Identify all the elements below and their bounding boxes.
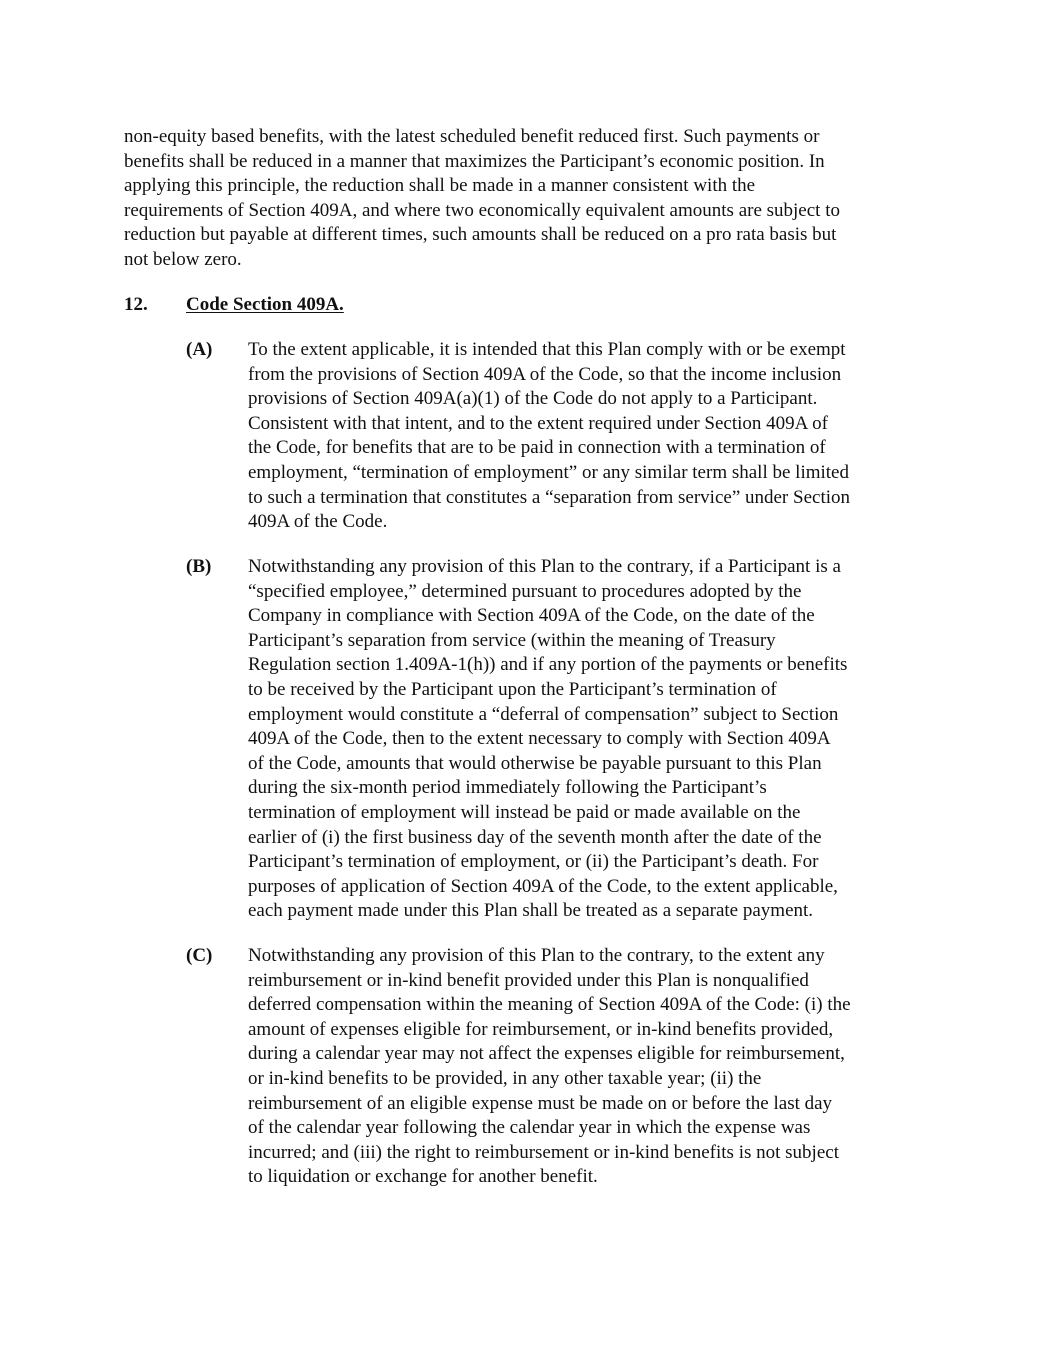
subsection-label-a: (A) bbox=[186, 339, 213, 360]
text-line: earlier of (i) the first business day of the seventh month after the date of the bbox=[248, 826, 822, 848]
text-line: amount of expenses eligible for reimbursement, or in-kind benefits provided, bbox=[248, 1018, 834, 1040]
text-line: employment would constitute a “deferral of compensation” subject to Section bbox=[248, 703, 839, 725]
section-number: 12. bbox=[124, 294, 148, 315]
text-line: applying this principle, the reduction shall be made in a manner consistent with the bbox=[124, 175, 756, 197]
text-line: each payment made under this Plan shall be treated as a separate payment. bbox=[248, 900, 814, 922]
text-line: Notwithstanding any provision of this Plan to the contrary, to the extent any bbox=[248, 945, 825, 966]
text-line: 409A of the Code. bbox=[248, 511, 388, 533]
text-line: Company in compliance with Section 409A of the Code, on the date of the bbox=[248, 605, 815, 627]
text-line: to liquidation or exchange for another benefit. bbox=[248, 1166, 598, 1188]
text-line: Participant’s separation from service (within the meaning of Treasury bbox=[248, 629, 776, 651]
text-line: the Code, for benefits that are to be paid in connection with a termination of bbox=[248, 437, 826, 459]
text-line: benefits shall be reduced in a manner that maximizes the Participant’s economic position. In bbox=[124, 150, 825, 172]
text-line: during a calendar year may not affect the expenses eligible for reimbursement, bbox=[248, 1043, 845, 1065]
text-line: reimbursement or in-kind benefit provided under this Plan is nonqualified bbox=[248, 969, 809, 991]
text-line: of the calendar year following the calendar year in which the expense was bbox=[248, 1117, 811, 1139]
text-line: reduction but payable at different times, such amounts shall be reduced on a pro rata basis but bbox=[124, 224, 837, 246]
subsection-a-text bbox=[248, 338, 928, 535]
text-line: to such a termination that constitutes a “separation from service” under Section bbox=[248, 486, 850, 508]
text-line: termination of employment will instead be paid or made available on the bbox=[248, 801, 801, 823]
text-line: deferred compensation within the meaning of Section 409A of the Code: (i) the bbox=[248, 994, 851, 1016]
text-line: Participant’s termination of employment, or (ii) the Participant’s death. For bbox=[248, 851, 819, 873]
text-line: to be received by the Participant upon the Participant’s termination of bbox=[248, 678, 777, 700]
text-line: Regulation section 1.409A-1(h)) and if any portion of the payments or benefits bbox=[248, 654, 848, 676]
intro-paragraph bbox=[124, 125, 924, 273]
section-title: Code Section 409A. bbox=[186, 294, 344, 315]
text-line: Consistent with that intent, and to the extent required under Section 409A of bbox=[248, 412, 828, 434]
subsection-c-text bbox=[248, 944, 928, 1190]
text-line: from the provisions of Section 409A of the Code, so that the income inclusion bbox=[248, 363, 842, 385]
text-line: not below zero. bbox=[124, 248, 242, 270]
text-line: or in-kind benefits to be provided, in any other taxable year; (ii) the bbox=[248, 1067, 762, 1089]
text-line: during the six-month period immediately following the Participant’s bbox=[248, 777, 767, 799]
text-line: Notwithstanding any provision of this Plan to the contrary, if a Participant is a bbox=[248, 556, 841, 577]
text-line: of the Code, amounts that would otherwise be payable pursuant to this Plan bbox=[248, 752, 822, 774]
text-line: non-equity based benefits, with the latest scheduled benefit reduced first. Such payments or bbox=[124, 126, 820, 147]
text-line: provisions of Section 409A(a)(1) of the Code do not apply to a Participant. bbox=[248, 388, 818, 410]
text-line: employment, “termination of employment” or any similar term shall be limited bbox=[248, 461, 849, 483]
text-line: requirements of Section 409A, and where two economically equivalent amounts are subject to bbox=[124, 199, 840, 221]
text-line: purposes of application of Section 409A of the Code, to the extent applicable, bbox=[248, 875, 838, 897]
text-line: incurred; and (iii) the right to reimbursement or in-kind benefits is not subject bbox=[248, 1141, 839, 1163]
text-line: To the extent applicable, it is intended that this Plan comply with or be exempt bbox=[248, 339, 846, 360]
subsection-b-text bbox=[248, 555, 928, 924]
subsection-label-c: (C) bbox=[186, 945, 213, 966]
text-line: “specified employee,” determined pursuant to procedures adopted by the bbox=[248, 580, 802, 602]
text-line: reimbursement of an eligible expense must be made on or before the last day bbox=[248, 1092, 833, 1114]
text-line: 409A of the Code, then to the extent necessary to comply with Section 409A bbox=[248, 728, 831, 750]
subsection-label-b: (B) bbox=[186, 556, 212, 577]
